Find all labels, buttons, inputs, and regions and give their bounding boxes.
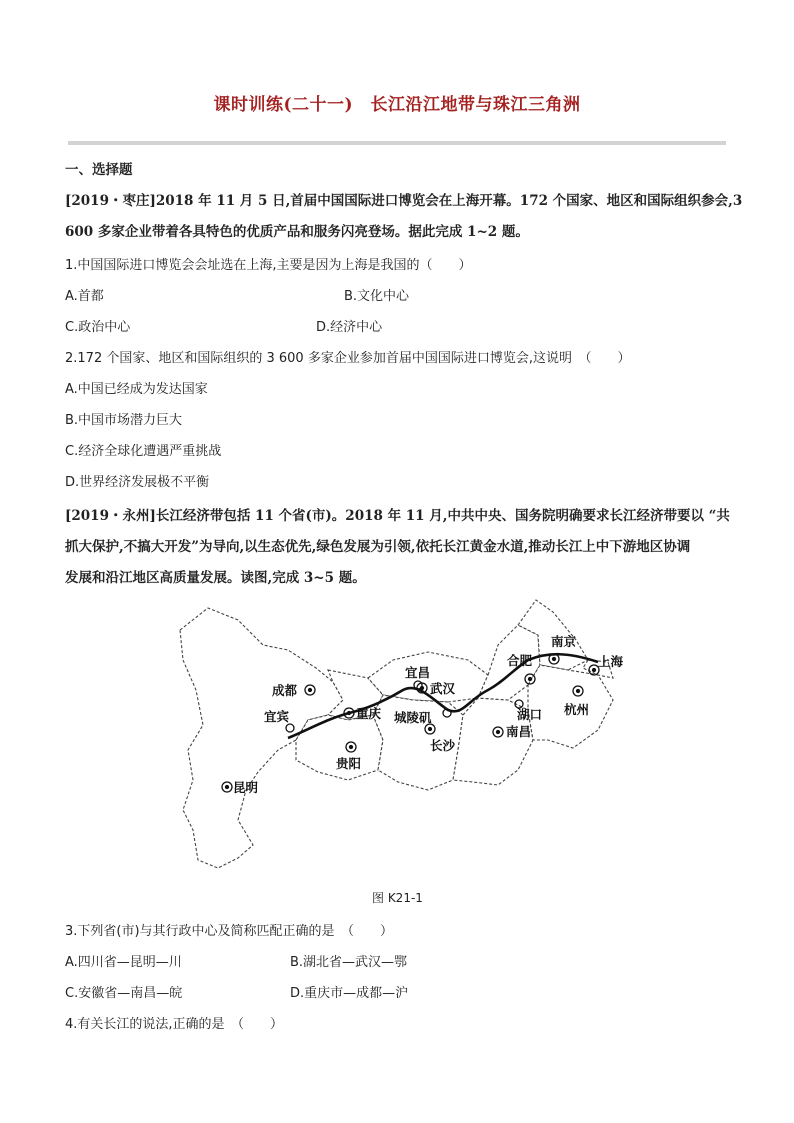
q2-option-b: B.中国市场潜力巨大: [65, 413, 183, 428]
label-yichang: 宜昌: [405, 665, 431, 680]
label-kunming: 昆明: [233, 780, 259, 795]
label-chongqing: 重庆: [356, 706, 382, 721]
label-yibin: 宜宾: [264, 709, 290, 724]
label-nanchang: 南昌: [506, 724, 532, 739]
map-figure: [168, 590, 628, 882]
label-guiyang: 贵阳: [336, 756, 362, 771]
label-hukou: 湖口: [517, 707, 543, 722]
q3-option-c: C.安徽省—南昌—皖: [65, 986, 183, 1001]
label-chenglingji: 城陵矶: [394, 710, 432, 725]
title-divider: [68, 141, 726, 145]
intro-2-line-2: 抓大保护,不搞大开发”为导向,以生态优先,绿色发展为引领,依托长江黄金水道,推动长江上中下游地区协调: [65, 539, 691, 555]
label-chengdu: 成都: [272, 683, 298, 698]
question-3: 3.下列省(市)与其行政中心及简称匹配正确的是 （ ）: [65, 924, 394, 939]
q2-option-a: A.中国已经成为发达国家: [65, 382, 208, 397]
label-shanghai: 上海: [598, 654, 624, 669]
q3-option-b: B.湖北省—武汉—鄂: [290, 955, 408, 970]
label-hefei: 合肥: [507, 653, 533, 668]
q3-option-a: A.四川省—昆明—川: [65, 955, 182, 970]
yangtze-economic-belt-map: [168, 590, 628, 882]
figure-caption: 图 K21-1: [372, 891, 423, 905]
q1-option-a: A.首都: [65, 289, 104, 304]
label-nanjing: 南京: [551, 634, 577, 649]
q1-option-b: B.文化中心: [344, 289, 410, 304]
page-title: 课时训练(二十一) 长江沿江地带与珠江三角洲: [213, 95, 581, 115]
label-changsha: 长沙: [430, 738, 456, 753]
intro-2-line-3: 发展和沿江地区高质量发展。读图,完成 3~5 题。: [65, 570, 366, 586]
province-boundaries: [180, 600, 613, 868]
question-1: 1.中国国际进口博览会会址选在上海,主要是因为上海是我国的（ ）: [65, 258, 472, 273]
question-4: 4.有关长江的说法,正确的是 （ ）: [65, 1017, 284, 1032]
q3-option-d: D.重庆市—成都—沪: [290, 986, 409, 1001]
intro-1-line-2: 600 多家企业带着各具特色的优质产品和服务闪亮登场。据此完成 1~2 题。: [65, 224, 529, 240]
question-2: 2.172 个国家、地区和国际组织的 3 600 多家企业参加首届中国国际进口博览会,这说明 （ ）: [65, 351, 631, 366]
label-hangzhou: 杭州: [564, 702, 590, 717]
intro-1-line-1: [2019・枣庄]2018 年 11 月 5 日,首届中国国际进口博览会在上海开幕。172 个国家、地区和国际组织参会,3: [65, 193, 743, 209]
section-heading: 一、选择题: [65, 162, 133, 178]
label-wuhan: 武汉: [430, 681, 456, 696]
q1-option-c: C.政治中心: [65, 320, 131, 335]
intro-2-line-1: [2019・永州]长江经济带包括 11 个省(市)。2018 年 11 月,中共中央、国务院明确要求长江经济带要以 “共: [65, 508, 730, 524]
q2-option-c: C.经济全球化遭遇严重挑战: [65, 444, 222, 459]
q1-option-d: D.经济中心: [316, 320, 383, 335]
q2-option-d: D.世界经济发展极不平衡: [65, 475, 210, 490]
